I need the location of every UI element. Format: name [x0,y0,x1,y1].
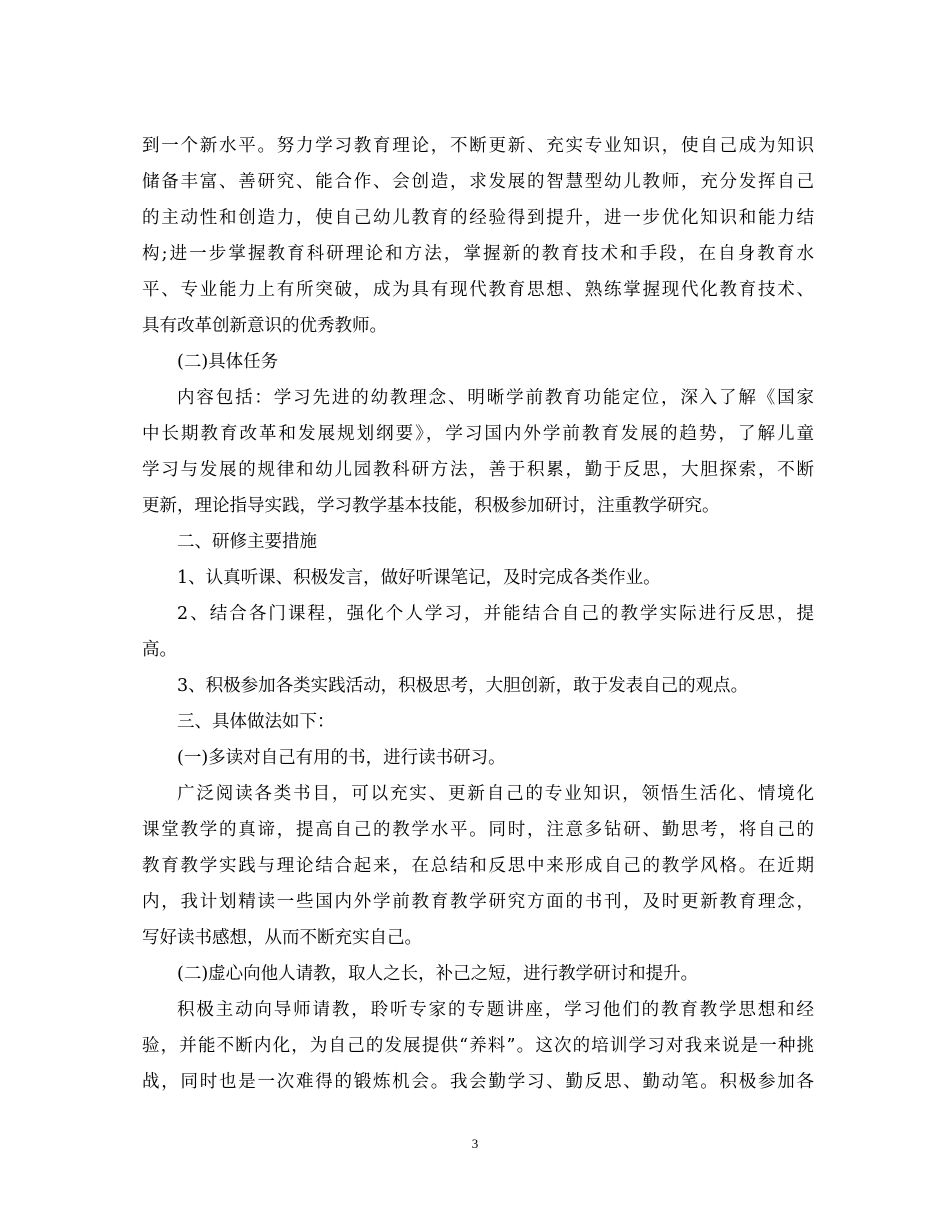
document-body [142,128,814,1100]
text-line: 验，并能不断内化，为自己的发展提供“养料”。这次的培训学习对我来说是一种挑 [142,1036,814,1056]
text-line: 具有改革创新意识的优秀教师。 [142,316,387,336]
text-line: 写好读书感想，从而不断充实自己。 [142,928,422,948]
text-line: 中长期教育改革和发展规划纲要》，学习国内外学前教育发展的趋势，了解儿童 [142,424,814,444]
text-line: 储备丰富、善研究、能合作、会创造，求发展的智慧型幼儿教师，充分发挥自己 [142,172,814,192]
text-line: 更新，理论指导实践，学习教学基本技能，积极参加研讨，注重教学研究。 [142,496,720,516]
list-item: 3、积极参加各类实践活动，积极思考，大胆创新，敢于发表自己的观点。 [177,676,749,696]
text-line: 课堂教学的真谛，提高自己的教学水平。同时，注意多钻研、勤思考，将自己的 [142,820,814,840]
text-line: 学习与发展的规律和幼儿园教科研方法，善于积累，勤于反思，大胆探索，不断 [142,460,814,480]
section-heading: (一)多读对自己有用的书，进行读书研习。 [177,748,506,768]
text-line: 平、专业能力上有所突破，成为具有现代教育思想、熟练掌握现代化教育技术、 [142,280,814,300]
text-line: 积极主动向导师请教，聆听专家的专题讲座，学习他们的教育教学思想和经 [177,1000,814,1020]
page-number: 3 [471,1136,479,1151]
text-line: 战，同时也是一次难得的锻炼机会。我会勤学习、勤反思、勤动笔。积极参加各 [142,1072,814,1092]
text-line: 到一个新水平。努力学习教育理论，不断更新、充实专业知识，使自己成为知识 [142,136,814,156]
list-item: 1、认真听课、积极发言，做好听课笔记，及时完成各类作业。 [177,568,661,588]
section-heading: (二)具体任务 [177,352,279,372]
text-line: 教育教学实践与理论结合起来，在总结和反思中来形成自己的教学风格。在近期 [142,856,814,876]
section-heading: (二)虚心向他人请教，取人之长，补己之短，进行教学研讨和提升。 [177,964,699,984]
text-line: 广泛阅读各类书目，可以充实、更新自己的专业知识，领悟生活化、情境化 [177,784,814,804]
text-line: 内容包括：学习先进的幼教理念、明晰学前教育功能定位，深入了解《国家 [177,388,814,408]
section-heading: 三、具体做法如下： [177,712,335,732]
text-line: 的主动性和创造力，使自己幼儿教育的经验得到提升，进一步优化知识和能力结 [142,208,814,228]
text-line: 内，我计划精读一些国内外学前教育教学研究方面的书刊，及时更新教育理念， [142,892,814,912]
list-item: 2、结合各门课程，强化个人学习，并能结合自己的教学实际进行反思，提 [177,604,814,624]
text-line: 高。 [142,640,177,660]
text-line: 构;进一步掌握教育科研理论和方法，掌握新的教育技术和手段，在自身教育水 [142,244,814,264]
section-heading: 二、研修主要措施 [177,532,317,552]
